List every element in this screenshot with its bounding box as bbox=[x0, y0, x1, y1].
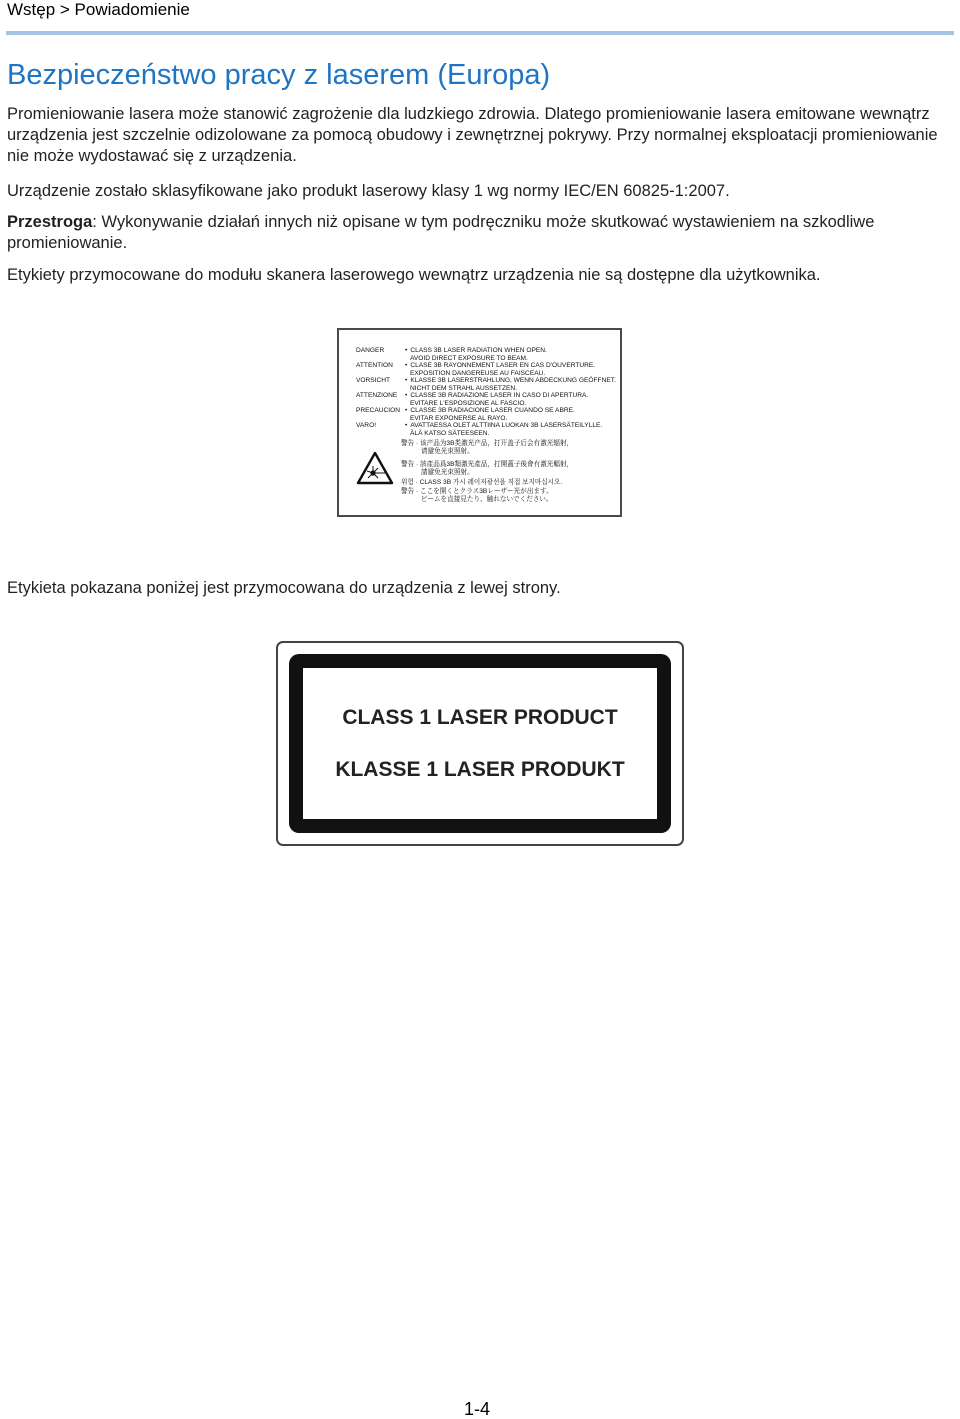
warning-lang: VARO! bbox=[356, 422, 377, 429]
paragraph-internal-labels: Etykiety przymocowane do modułu skanera laserowego wewnątrz urządzenia nie są dostępne dla użytkownika. bbox=[7, 266, 821, 284]
warning-text: • CLASSE 3B RADIACIONE LASER CUANDO SE ABRE. EVITAR EXPONERSE AL RAYO. bbox=[405, 407, 575, 422]
page-number: 1-4 bbox=[464, 1399, 491, 1419]
warning-asian-row: 警告 · 该产品为3B类激光产品，打开盖子后会有激光辐射， 请避免光束照射。 bbox=[401, 440, 574, 455]
warning-lang: DANGER bbox=[356, 347, 385, 354]
paragraph-caution bbox=[7, 212, 955, 254]
warning-text: • KLASSE 3B LASERSTRAHLUNG, WENN ABDECKUNG GEÖFFNET. NICHT DEM STRAHL AUSSETZEN. bbox=[405, 377, 616, 392]
warning-text: • CLASE 3B RAYONNEMENT LASER EN CAS D'OUVERTURE. EXPOSITION DANGEREUSE AU FAISCEAU. bbox=[405, 362, 596, 377]
class1-label-frame bbox=[289, 654, 671, 833]
header-rule bbox=[6, 31, 954, 35]
laser-warning-label bbox=[337, 328, 622, 517]
warning-asian-row: 警告 · 該產品爲3B類激光產品，打開蓋子後會有激光輻射， 請避免光束照射。 bbox=[401, 461, 574, 476]
warning-asian-row: 위험 · CLASS 3B 가시 레이저광선을 직접 보지마십시오. bbox=[401, 479, 563, 486]
class1-laser-label bbox=[276, 641, 684, 846]
warning-lang: VORSICHT bbox=[356, 377, 391, 384]
warning-lang: PRECAUCION bbox=[356, 407, 400, 414]
warning-text: • CLASSE 3B RADIAZIONE LASER IN CASO DI APERTURA. EVITARE L'ESPOSIZIONE AL FASCIO. bbox=[405, 392, 589, 407]
caution-label: Przestroga bbox=[7, 213, 93, 231]
laser-hazard-icon bbox=[356, 451, 394, 485]
breadcrumb: Wstęp > Powiadomienie bbox=[7, 0, 190, 19]
caution-text: : Wykonywanie działań innych niż opisane w tym podręczniku może skutkować wystawieniem na szkodliwe promieniowanie. bbox=[7, 213, 875, 252]
warning-text: • CLASS 3B LASER RADIATION WHEN OPEN. AVOID DIRECT EXPOSURE TO BEAM. bbox=[405, 347, 547, 362]
paragraph-left-label: Etykieta pokazana poniżej jest przymocowana do urządzenia z lewej strony. bbox=[7, 579, 561, 597]
warning-lang: ATTENZIONE bbox=[356, 392, 398, 399]
class1-label-line: CLASS 1 LASER PRODUCT bbox=[342, 706, 618, 729]
warning-asian-row: 警告 · ここを開くとクラス3Bレーザー光が出ます。 ビームを直接見たり、触れないでください。 bbox=[401, 488, 553, 503]
paragraph-radiation-risk: Promieniowanie lasera może stanowić zagrożenie dla ludzkiego zdrowia. Dlatego promieniowanie lasera emitowane wewnątrz urządzenia jest szczelnie odizolowane za pomocą obudowy i zewnętrznej pokrywy. Przy normalnej eksploatacji promieniowanie nie może wydostawać się z urządzenia. bbox=[7, 105, 938, 165]
class1-label-line: KLASSE 1 LASER PRODUKT bbox=[335, 758, 625, 781]
warning-text: • AVATTAESSA OLET ALTTIINA LUOKAN 3B LASERSÄTEILYLLE. ÄLÄ KATSO SÄTEESEEN. bbox=[405, 422, 603, 437]
page-title: Bezpieczeństwo pracy z laserem (Europa) bbox=[7, 59, 551, 91]
warning-lang: ATTENTION bbox=[356, 362, 393, 369]
paragraph-classification: Urządzenie zostało sklasyfikowane jako produkt laserowy klasy 1 wg normy IEC/EN 60825-1:2007. bbox=[7, 182, 730, 200]
